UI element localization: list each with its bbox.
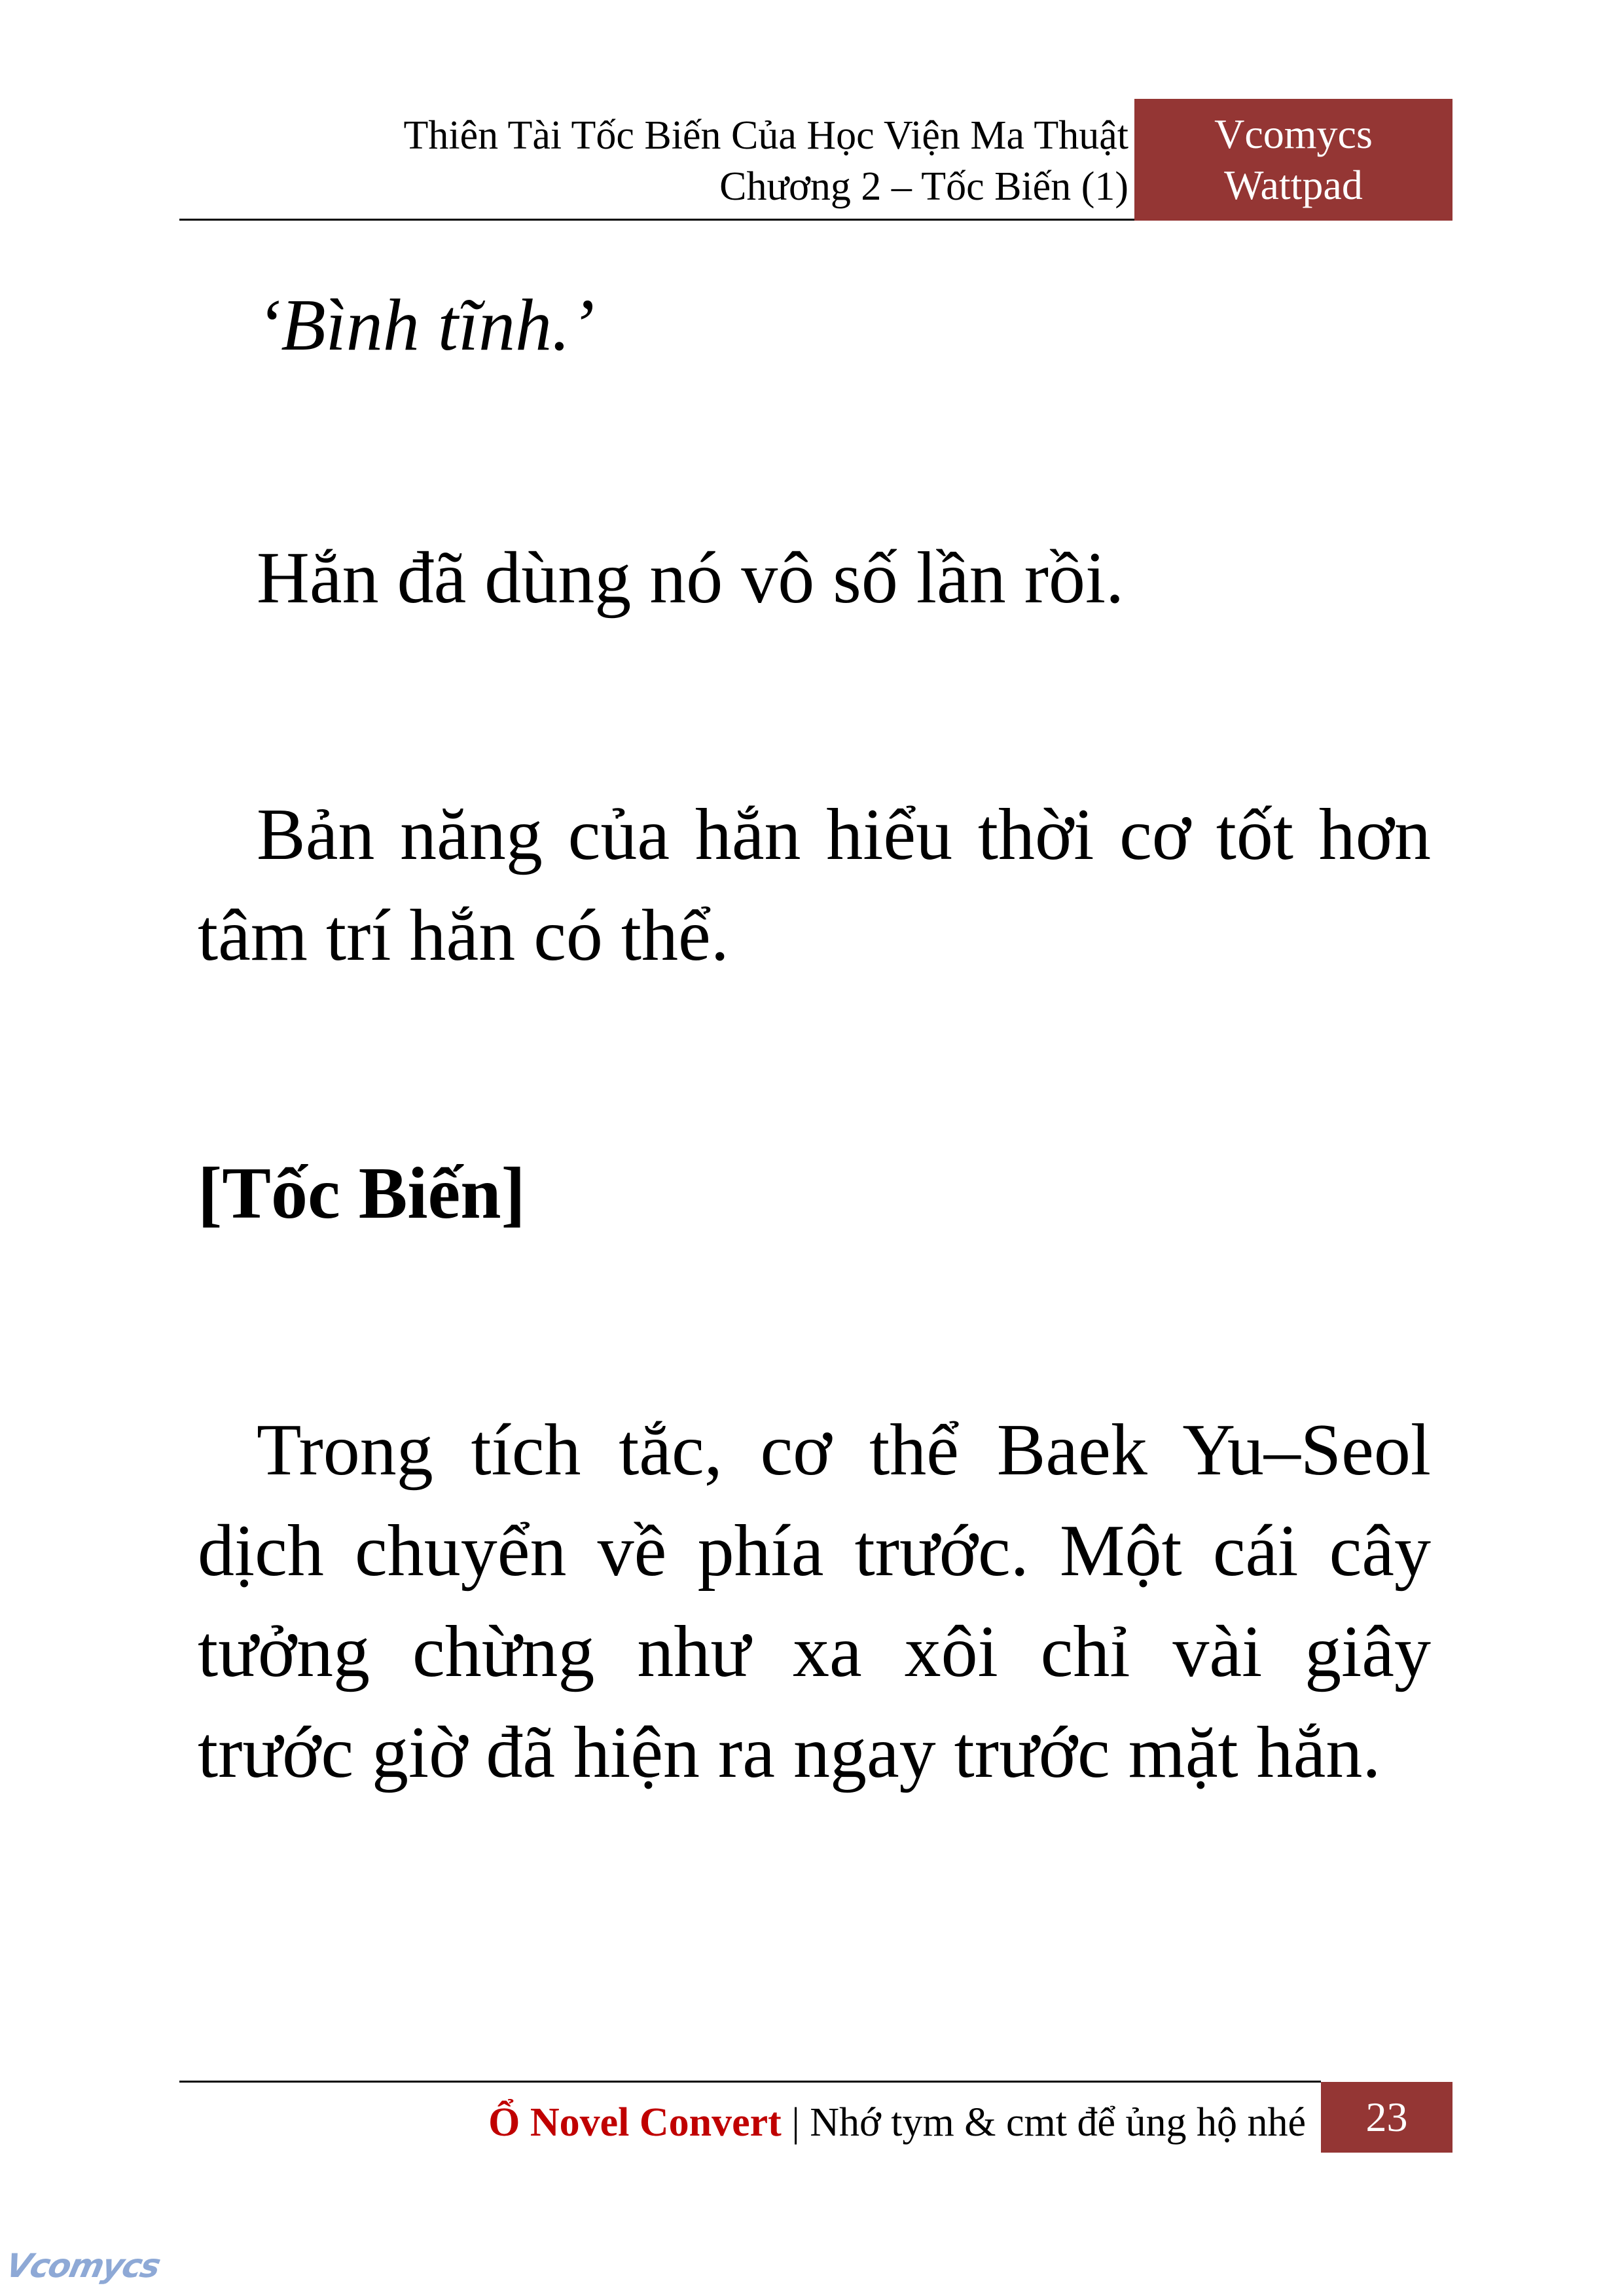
paragraph-2: Bản năng của hắn hiểu thời cơ tốt hơn tâm trí hắn có thể.: [198, 794, 1431, 976]
header-divider: [179, 219, 1134, 221]
footer-separator: |: [781, 2100, 810, 2145]
book-title: Thiên Tài Tốc Biến Của Học Viện Ma Thuật: [403, 113, 1128, 158]
header-titles: [404, 110, 1128, 212]
source-badge: [1134, 99, 1453, 221]
footer-text: [488, 2094, 1306, 2151]
paragraph-1: Hắn đã dùng nó vô số lần rồi.: [257, 538, 1125, 619]
footer-message: Nhớ tym & cmt để ủng hộ nhé: [810, 2100, 1306, 2145]
page-header: [0, 0, 1624, 223]
paragraph-thought: ‘Bình tĩnh.’: [257, 285, 595, 366]
badge-line-2: Wattpad: [1224, 162, 1363, 208]
paragraph-3: Trong tích tắc, cơ thể Baek Yu–Seol dịch chuyển về phía trước. Một cái cây tưởng chừng như xa xôi chỉ vài giây trước giờ đã hiện ra ngay trước mặt hắn.: [198, 1410, 1431, 1793]
page-content: [198, 249, 1431, 1803]
watermark-logo: Vcomycs: [2, 2247, 163, 2285]
page-number: 23: [1321, 2082, 1453, 2153]
footer-divider: [179, 2081, 1321, 2083]
badge-line-1: Vcomycs: [1214, 111, 1373, 157]
skill-heading: [Tốc Biến]: [198, 1153, 526, 1234]
footer-brand: Ổ Novel Convert: [488, 2100, 782, 2145]
chapter-title: Chương 2 – Tốc Biến (1): [719, 164, 1128, 209]
